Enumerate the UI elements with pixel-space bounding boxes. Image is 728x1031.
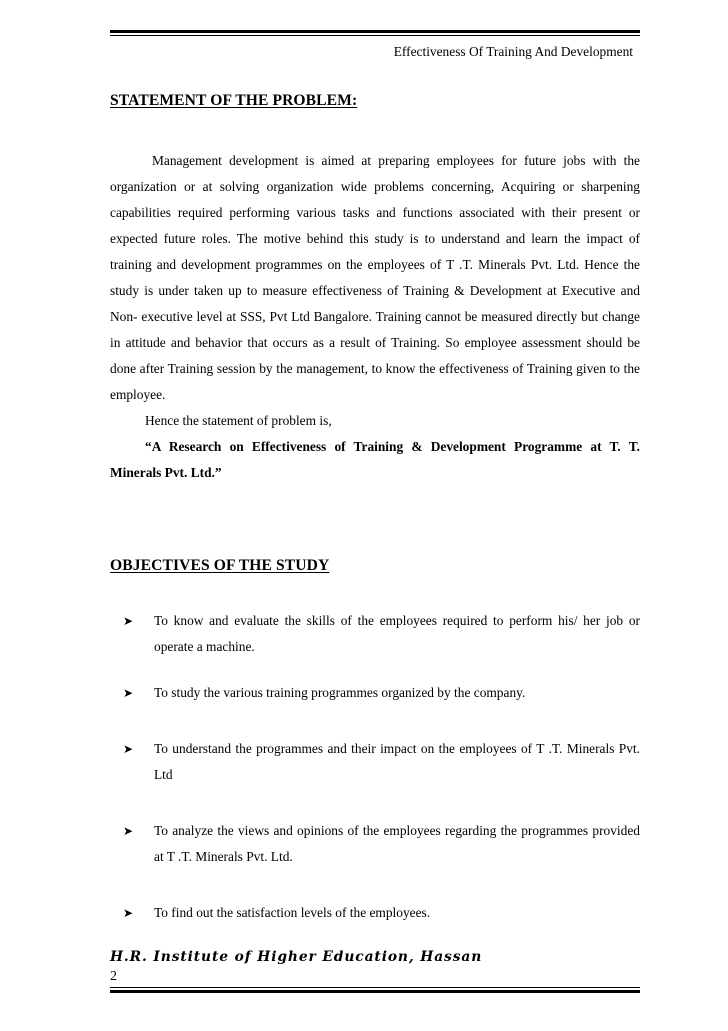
page-number: 2	[110, 969, 117, 984]
objective-item	[110, 680, 640, 706]
objective-item	[110, 736, 640, 788]
problem-heading: STATEMENT OF THE PROBLEM:	[110, 92, 358, 109]
header-rule-thick	[110, 30, 640, 33]
objective-text: To understand the programmes and their impact on the employees of T .T. Minerals Pvt. Ltd	[154, 741, 640, 782]
problem-section	[110, 148, 640, 486]
problem-statement: “A Research on Effectiveness of Training & Development Programme at T. T. Minerals Pvt. Ltd.”	[110, 439, 640, 480]
objective-text: To study the various training programmes organized by the company.	[154, 685, 526, 700]
objective-text: To know and evaluate the skills of the employees required to perform his/ her job or operate a machine.	[154, 613, 640, 654]
arrow-bullet-icon: ➤	[123, 824, 134, 838]
problem-lead-in: Hence the statement of problem is,	[145, 413, 332, 428]
running-header: Effectiveness Of Training And Development	[393, 44, 633, 59]
footer-rule-thin	[110, 987, 640, 988]
arrow-bullet-icon: ➤	[123, 686, 134, 700]
header-rule-thin	[110, 35, 640, 36]
objectives-heading: OBJECTIVES OF THE STUDY	[110, 557, 330, 574]
arrow-bullet-icon: ➤	[123, 906, 134, 920]
footer-institute: H.R. Institute of Higher Education, Hassan	[110, 949, 483, 965]
footer-rule-thick	[110, 990, 640, 993]
arrow-bullet-icon: ➤	[123, 742, 134, 756]
arrow-bullet-icon: ➤	[123, 614, 134, 628]
objective-item	[110, 818, 640, 870]
objective-item	[110, 900, 640, 926]
objective-text: To analyze the views and opinions of the employees regarding the programmes provided at T .T. Minerals Pvt. Ltd.	[154, 823, 640, 864]
problem-paragraph: Management development is aimed at preparing employees for future jobs with the organization or at solving organization wide problems concerning, Acquiring or sharpening capabilities required performing various tasks and functions associated with their present or expected future roles. The motive behind this study is to understand and learn the impact of training and development programmes on the employees of T .T. Minerals Pvt. Ltd. Hence the study is under taken up to measure effectiveness of Training & Development at Executive and Non- executive level at SSS, Pvt Ltd Bangalore. Training cannot be measured directly but change in attitude and behavior that occurs as a result of Training. So employee assessment should be done after Training session by the management, to know the effectiveness of Training given to the employee.	[110, 153, 640, 402]
objective-text: To find out the satisfaction levels of the employees.	[154, 905, 431, 920]
objectives-list	[110, 608, 640, 946]
objective-item	[110, 608, 640, 660]
